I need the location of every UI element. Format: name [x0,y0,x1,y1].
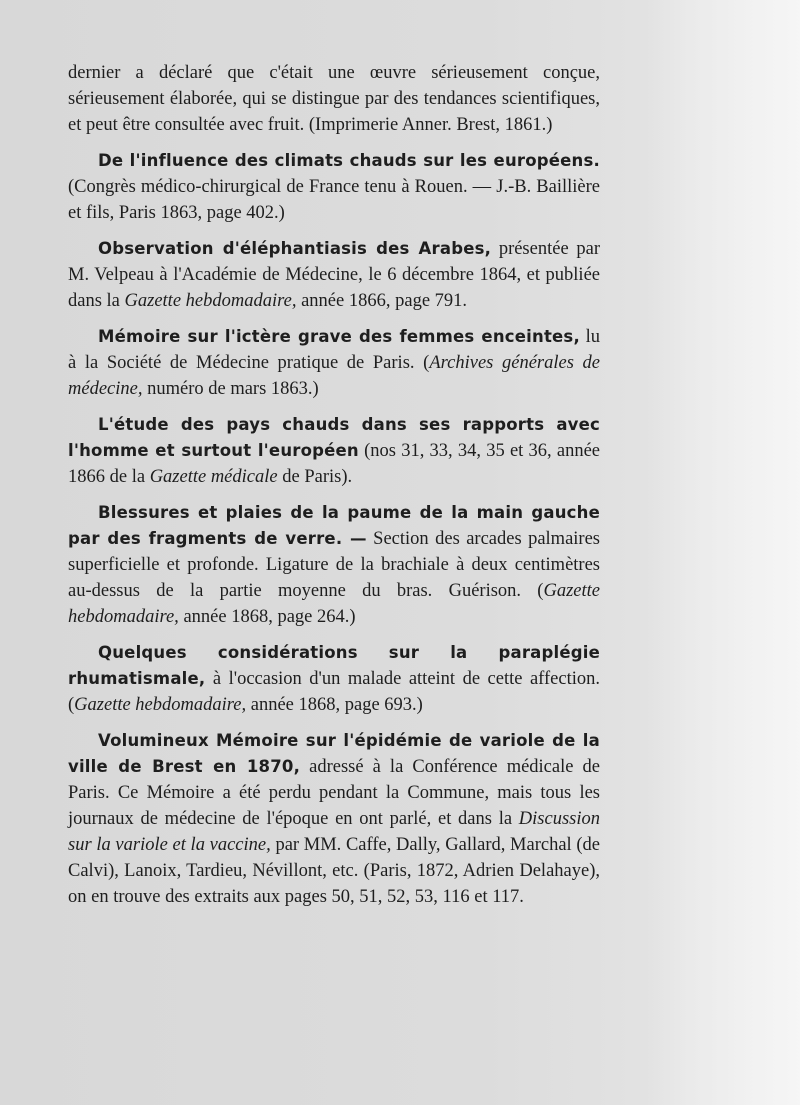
entry-ictere-grave [68,324,600,402]
entry-title: Observation d'éléphantiasis des Arabes, [98,239,492,258]
entry-text-italic: Archives générales de médecine, [68,353,600,399]
entry-text: de Paris). [277,467,353,487]
entry-text: numéro de mars 1863.) [142,379,319,399]
entry-title: L'étude des pays chauds dans ses rapports avec l'homme et surtout l'européen [68,415,600,460]
entry-variole-brest [68,728,600,910]
entry-text-italic: Gazette hebdomadaire, [124,291,297,311]
entry-text: Section des arcades palmaires superficielle et profonde. Ligature de la brachiale à deux centimètres au-dessus de la partie moyenne du bras. Guérison. ( [68,529,600,601]
entry-text: (nos 31, 33, 34, 35 et 36, année 1866 de la [68,441,600,487]
entry-text-italic: Gazette hebdomadaire, [68,581,600,627]
entry-text: à l'occasion d'un malade atteint de cette affection. ( [68,669,600,715]
entry-blessures [68,500,600,630]
entry-text-italic: Gazette hebdomadaire, [74,695,247,715]
page-edge-shading [650,0,800,1105]
entry-text-italic: Gazette médicale [149,467,278,487]
entry-title: Volumineux Mémoire sur l'épidémie de variole de la ville de Brest en 1870, [68,731,600,776]
entry-text-italic: Discussion sur la variole et la vaccine, [68,809,600,855]
entry-text: année 1868, page 693.) [246,695,423,715]
bibliography-list [68,60,600,920]
entry-paraplegie [68,640,600,718]
entry-title: Quelques considérations sur la paraplégie rhumatismale, [68,643,600,688]
entry-text: adressé à la Conférence médicale de Paris. Ce Mémoire a été perdu pendant la Commune, mais tous les journaux de médecine de l'époque en ont parlé, et dans la [68,757,600,829]
entry-pays-chauds [68,412,600,490]
entry-text: dernier a déclaré que c'était une œuvre sérieusement conçue, sérieusement élaborée, qui se distingue par des tendances scientifiques, et peut être consultée avec fruit. (Imprimerie Anner. Brest, 1861.) [68,63,600,135]
entry-text: année 1868, page 264.) [178,607,356,627]
entry-title: De l'influence des climats chauds sur les européens. [98,151,600,170]
entry-influence-climats [68,148,600,226]
entry-title: Blessures et plaies de la paume de la main gauche par des fragments de verre. — [68,503,600,548]
entry-text: lu à la Société de Médecine pratique de Paris. ( [68,327,600,373]
entry-text: par MM. Caffe, Dally, Gallard, Marchal (de Calvi), Lanoix, Tardieu, Névillont, etc. (Paris, 1872, Adrien Delahaye), on en trouve des extraits aux pages 50, 51, 52, 53, 116 et 117. [68,835,600,907]
entry-text: année 1866, page 791. [296,291,468,311]
entry-continuation [68,60,600,138]
entry-title: Mémoire sur l'ictère grave des femmes enceintes, [98,327,580,346]
entry-text: (Congrès médico-chirurgical de France tenu à Rouen. — J.-B. Baillière et fils, Paris 1863, page 402.) [68,177,600,223]
entry-elephantiasis [68,236,600,314]
entry-text: présentée par M. Velpeau à l'Académie de Médecine, le 6 décembre 1864, et publiée dans la [68,239,600,311]
